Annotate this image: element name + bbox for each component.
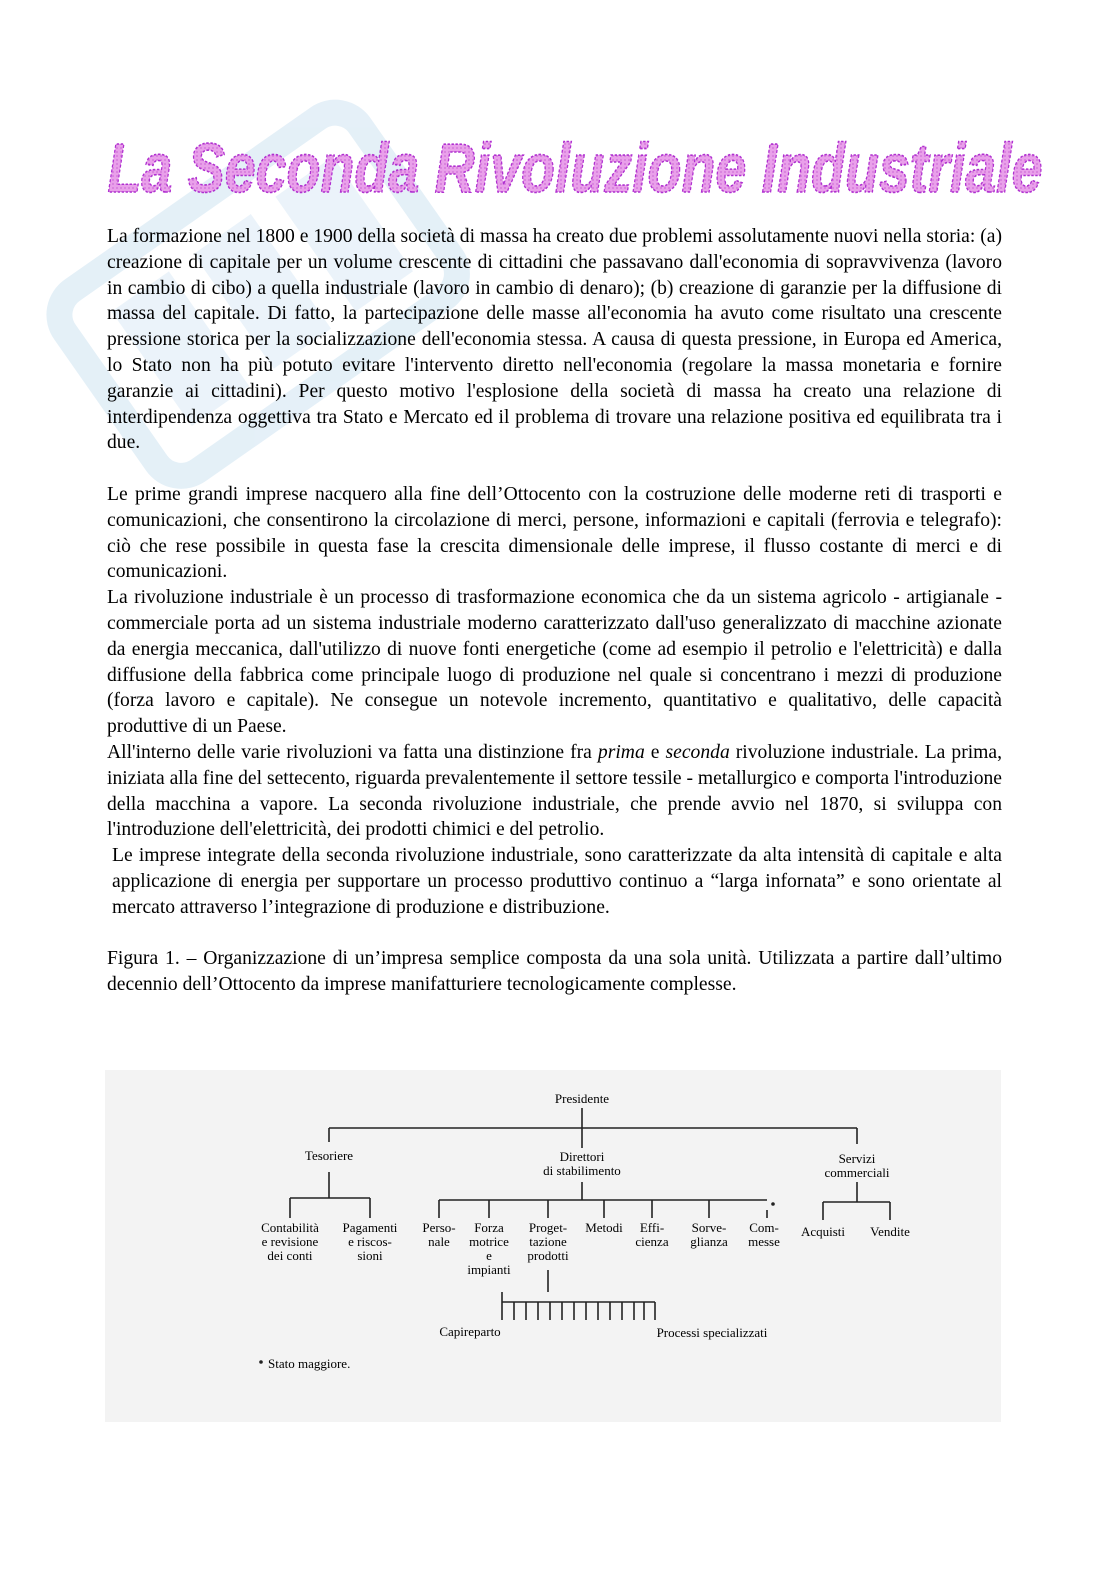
org-foremen: Capireparto <box>439 1324 501 1339</box>
org-footnote: Stato maggiore. <box>268 1356 351 1371</box>
org-design-2: tazione <box>529 1234 567 1249</box>
org-chart-figure <box>105 1070 1001 1422</box>
org-personnel-1: Perso- <box>422 1220 456 1235</box>
org-methods: Metodi <box>585 1220 623 1235</box>
org-efficiency-1: Effi- <box>639 1220 665 1235</box>
org-power-2: motrice <box>469 1234 509 1249</box>
paragraph-5: Le imprese integrate della seconda rivoluzione industriale, sono caratterizzate da alta intensità di capitale e alta applicazione di energia per supportare un processo produttivo continuo a “larga infornata” e sono orientate al mercato attraverso l’integrazione di produzione e distribuzione. <box>112 845 1002 918</box>
org-payments-1: Pagamenti <box>342 1220 398 1235</box>
paragraph-1: La formazione nel 1800 e 1900 della società di massa ha creato due problemi assolutamente nuovi nella storia: (a) creazione di capitale per un volume crescente di cittadini che passavano dall'economia di sopravvivenza (lavoro in cambio di cibo) a quella industriale (lavoro in cambio di denaro); (b) creazione di garanzie per la diffusione di massa del capitale. Di fatto, la partecipazione delle masse all'economia ha avuto come risultato una crescente pressione storica per la socializzazione dell'economia stessa. A causa di questa pressione, in Europa ed America, lo Stato non ha più potuto evitare l'intervento diretto nell'economia (regolare la massa monetaria e fornire garanzie ai cittadini). Per questo motivo l'esplosione della società di massa ha creato una relazione di interdipendenza oggettiva tra Stato e Mercato ed il problema di trovare una relazione positiva ed equilibrata tra i due. <box>107 226 1002 454</box>
org-accounting-2: e revisione <box>261 1234 319 1249</box>
article-body <box>107 224 1002 998</box>
org-director-line2: di stabilimento <box>543 1163 621 1178</box>
figure-caption: Figura 1. – Organizzazione di un’impresa semplice composta da una sola unità. Utilizzata a partire dall’ultimo decennio dell’Ottocento da imprese manifatturiere tecnologicamente complesse. <box>107 948 1002 996</box>
org-processes: Processi specializzati <box>656 1325 768 1340</box>
org-accounting-3: dei conti <box>267 1248 313 1263</box>
org-power-4: impianti <box>467 1262 511 1277</box>
org-orders-2: messe <box>748 1234 780 1249</box>
org-surveillance-2: glianza <box>690 1234 728 1249</box>
org-surveillance-1: Sorve- <box>691 1220 727 1235</box>
org-commercial-line1: Servizi <box>838 1151 876 1166</box>
org-accounting-1: Contabilità <box>261 1220 319 1235</box>
org-purchases: Acquisti <box>800 1224 846 1239</box>
org-efficiency-2: cienza <box>635 1234 669 1249</box>
org-power-1: Forza <box>474 1220 504 1235</box>
org-personnel-2: nale <box>428 1234 450 1249</box>
org-treasurer: Tesoriere <box>304 1148 354 1163</box>
org-orders-1: Com- <box>749 1220 779 1235</box>
org-payments-2: e riscos- <box>348 1234 392 1249</box>
org-president: Presidente <box>554 1091 610 1106</box>
paragraph-4: All'interno delle varie rivoluzioni va fatta una distinzione fra prima e seconda rivoluzione industriale. La prima, iniziata alla fine del settecento, riguarda prevalentemente il settore tessile - metallurgico e comporta l'introduzione della macchina a vapore. La seconda rivoluzione industriale, che prende avvio nel 1870, si sviluppa con l'introduzione dell'elettricità, dei prodotti chimici e del petrolio. <box>107 741 1002 841</box>
org-design-3: prodotti <box>527 1248 569 1263</box>
page-title <box>103 118 1048 213</box>
org-commercial-line2: commerciali <box>824 1165 890 1180</box>
org-design-1: Proget- <box>528 1220 568 1235</box>
page-title-text: La Seconda Rivoluzione Industriale <box>107 129 1043 207</box>
org-payments-3: sioni <box>357 1248 383 1263</box>
paragraph-2: Le prime grandi imprese nacquero alla fine dell’Ottocento con la costruzione delle moderne reti di trasporti e comunicazioni, che consentirono la circolazione di merci, persone, informazioni e capitali (ferrovia e telegrafo): ciò che rese possibile in questa fase la crescita dimensionale delle imprese, il flusso costante di merci e di comunicazioni. <box>107 483 1002 583</box>
org-power-3: e <box>486 1248 492 1263</box>
paragraph-3: La rivoluzione industriale è un processo di trasformazione economica che da un sistema agricolo - artigianale - commerciale porta ad un sistema industriale moderno caratterizzato dall'uso generalizzato di macchine azionate da energia meccanica, dall'utilizzo di nuove fonti energetiche (come ad esempio il petrolio e l'elettricità) e dalla diffusione della fabbrica come principale luogo di produzione nel quale si concentrano i mezzi di produzione (forza lavoro e capitale). Ne consegue un notevole incremento, quantitativo e qualitativo, delle capacità produttive di un Paese. <box>107 587 1002 738</box>
org-sales: Vendite <box>870 1224 910 1239</box>
org-director-line1: Direttori <box>559 1149 605 1164</box>
